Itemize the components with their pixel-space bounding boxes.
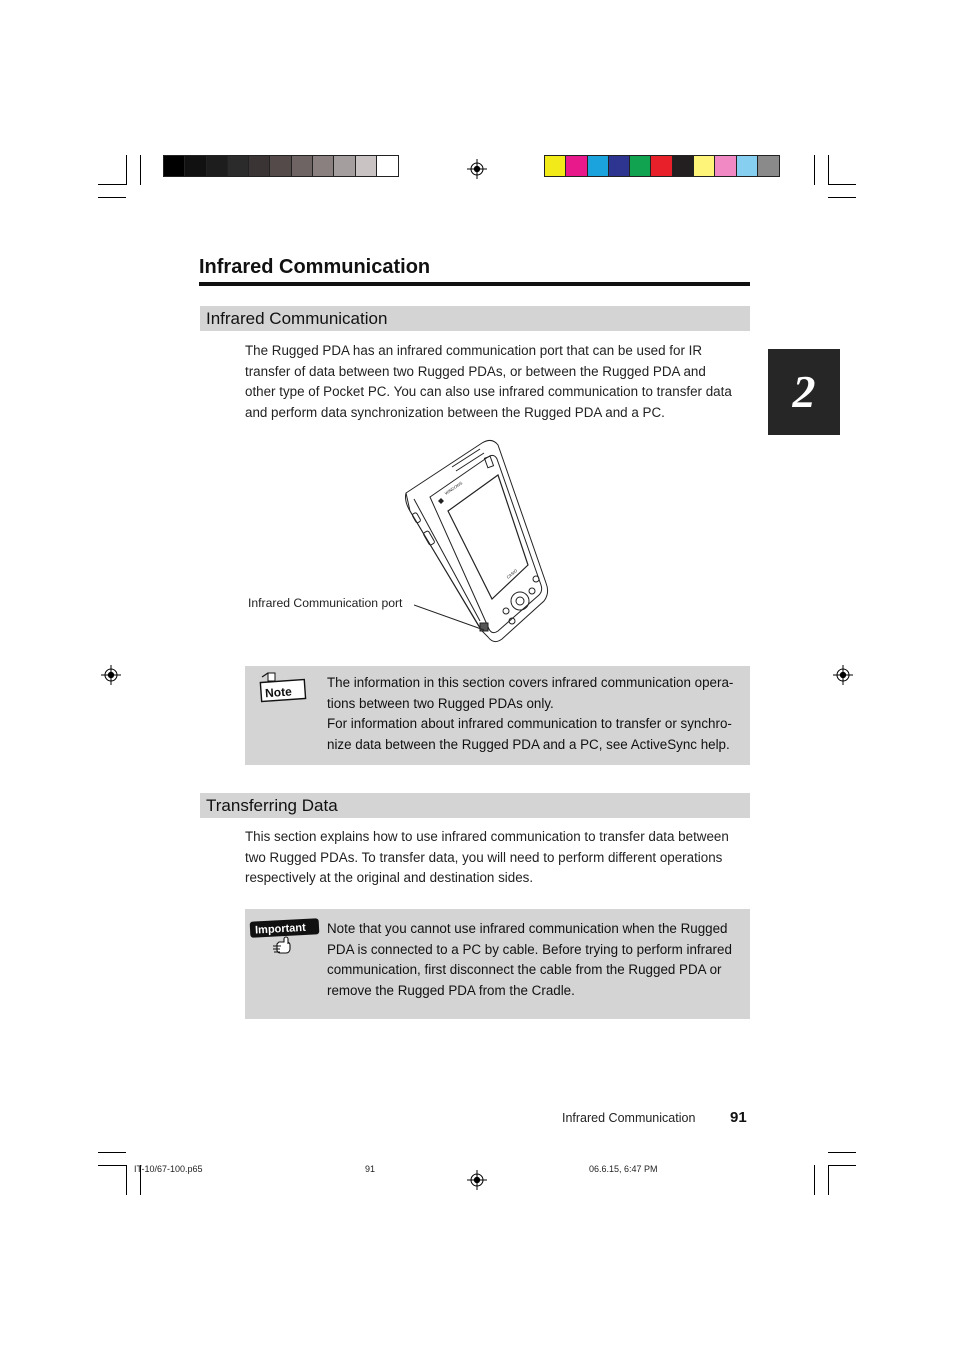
- section-heading-transferring: Transferring Data: [200, 793, 750, 818]
- crop-mark: [140, 155, 141, 185]
- svg-text:WINDOWS: WINDOWS: [443, 480, 464, 496]
- crop-mark: [98, 1152, 126, 1153]
- color-swatch: [651, 156, 672, 176]
- color-swatch: [715, 156, 736, 176]
- important-box: [245, 909, 750, 1019]
- color-swatch: [313, 156, 334, 176]
- grayscale-color-bar: [163, 155, 399, 177]
- color-swatch: [270, 156, 291, 176]
- crop-mark: [126, 1165, 127, 1195]
- paragraph-line: The Rugged PDA has an infrared communication port that can be used for IR: [245, 343, 703, 358]
- registration-mark-icon: [101, 665, 121, 685]
- color-swatch: [356, 156, 377, 176]
- note-box: [245, 666, 750, 765]
- color-swatch: [630, 156, 651, 176]
- paragraph-line: other type of Pocket PC. You can also use infrared communication to transfer data: [245, 384, 732, 400]
- color-swatch: [588, 156, 609, 176]
- crop-mark: [814, 155, 815, 185]
- color-swatch: [694, 156, 715, 176]
- crop-mark: [828, 184, 856, 185]
- color-swatch: [334, 156, 355, 176]
- slug-page: 91: [365, 1164, 376, 1174]
- registration-mark-icon: [467, 159, 487, 179]
- crop-mark: [828, 1165, 856, 1166]
- crop-mark: [98, 197, 126, 198]
- color-swatch: [737, 156, 758, 176]
- color-swatch: [249, 156, 270, 176]
- important-line: Note that you cannot use infrared communication when the Rugged: [327, 921, 728, 936]
- slug-timestamp: 06.6.15, 6:47 PM: [589, 1164, 658, 1174]
- important-icon: [249, 918, 321, 958]
- color-swatch: [609, 156, 630, 176]
- crop-mark: [828, 1152, 856, 1153]
- crop-mark: [828, 155, 829, 185]
- color-swatch: [545, 156, 566, 176]
- page-title: Infrared Communication: [199, 256, 750, 286]
- crop-mark: [828, 1165, 829, 1195]
- crop-mark: [98, 1165, 126, 1166]
- section2-paragraph: [245, 827, 747, 889]
- paragraph-line: transfer of data between two Rugged PDAs, or between the Rugged PDA and: [245, 363, 706, 379]
- chapter-tab: 2: [768, 349, 840, 435]
- callout-leader-line: [414, 600, 494, 640]
- color-swatch: [292, 156, 313, 176]
- color-swatch: [207, 156, 228, 176]
- paragraph-line: This section explains how to use infrared communication to transfer data between: [245, 829, 729, 844]
- color-swatch: [566, 156, 587, 176]
- color-swatch: [377, 156, 398, 176]
- process-color-bar: [544, 155, 780, 177]
- important-text: [327, 919, 737, 1002]
- crop-mark: [814, 1165, 815, 1195]
- important-line: communication, first disconnect the cable from the Rugged PDA or: [327, 962, 722, 978]
- paragraph-line: and perform data synchronization between the Rugged PDA and a PC.: [245, 405, 665, 421]
- svg-text:CASIO: CASIO: [505, 567, 519, 580]
- paragraph-line: respectively at the original and destination sides.: [245, 870, 534, 886]
- figure-callout-label: Infrared Communication port: [248, 596, 403, 610]
- registration-mark-icon: [467, 1170, 487, 1190]
- section-heading-infrared: Infrared Communication: [200, 306, 750, 331]
- crop-mark: [828, 197, 856, 198]
- registration-mark-icon: [833, 665, 853, 685]
- note-icon-label: Note: [264, 684, 293, 701]
- paragraph-line: two Rugged PDAs. To transfer data, you will need to perform different operations: [245, 849, 723, 865]
- crop-mark: [98, 184, 126, 185]
- important-icon-label: Important: [254, 921, 307, 937]
- note-line: For information about infrared communication to transfer or synchro-: [327, 716, 732, 732]
- running-footer-title: Infrared Communication: [562, 1111, 696, 1125]
- note-icon: [258, 671, 308, 703]
- color-swatch: [673, 156, 694, 176]
- page-number: 91: [730, 1109, 747, 1126]
- important-line: remove the Rugged PDA from the Cradle.: [327, 983, 575, 999]
- note-text: [327, 673, 737, 756]
- note-line: nize data between the Rugged PDA and a PC, see ActiveSync help.: [327, 737, 730, 753]
- note-line: The information in this section covers infrared communication opera-: [327, 675, 734, 690]
- color-swatch: [185, 156, 206, 176]
- slug-file-name: IT-10/67-100.p65: [134, 1164, 203, 1174]
- important-line: PDA is connected to a PC by cable. Before trying to perform infrared: [327, 941, 732, 957]
- color-swatch: [758, 156, 779, 176]
- section1-paragraph: [245, 341, 747, 424]
- crop-mark: [126, 155, 127, 185]
- color-swatch: [228, 156, 249, 176]
- color-swatch: [164, 156, 185, 176]
- note-line: tions between two Rugged PDAs only.: [327, 695, 554, 711]
